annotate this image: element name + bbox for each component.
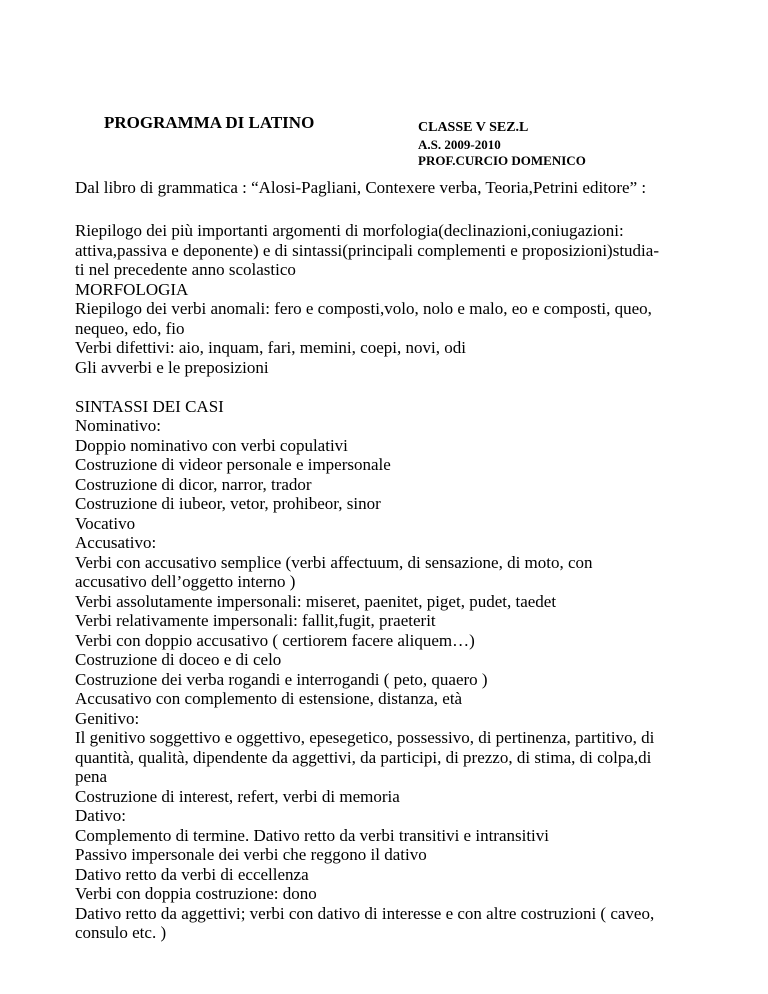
subheading-genitivo: Genitivo: xyxy=(75,708,140,728)
text-line: Dativo retto da verbi di eccellenza xyxy=(75,864,309,884)
subheading-vocativo: Vocativo xyxy=(75,513,136,533)
school-year: A.S. 2009-2010 xyxy=(418,137,501,152)
text-line: attiva,passiva e deponente) e di sintassi(principali complementi e proposizioni)studia- xyxy=(75,240,659,260)
text-line: Costruzione di doceo e di celo xyxy=(75,650,282,669)
text-line: Costruzione di interest, refert, verbi di memoria xyxy=(75,786,400,806)
text-line: Dativo retto da aggettivi; verbi con dativo di interesse e con altre costruzioni ( caveo, xyxy=(75,903,655,923)
text-line: Doppio nominativo con verbi copulativi xyxy=(75,435,348,455)
text-line: Riepilogo dei più importanti argomenti di morfologia(declinazioni,coniugazioni: xyxy=(75,221,624,240)
text-line: Riepilogo dei verbi anomali: fero e composti,volo, nolo e malo, eo e composti, queo, xyxy=(75,299,652,318)
teacher-name: PROF.CURCIO DOMENICO xyxy=(418,153,586,168)
subheading-dativo: Dativo: xyxy=(75,806,126,825)
text-line: consulo etc. ) xyxy=(75,923,167,942)
text-line: Passivo impersonale dei verbi che reggono il dativo xyxy=(75,845,427,864)
text-line: Verbi assolutamente impersonali: miseret, paenitet, piget, pudet, taedet xyxy=(75,591,557,611)
text-line: Verbi con accusativo semplice (verbi affectuum, di sensazione, di moto, con xyxy=(75,552,593,572)
text-line: Costruzione di iubeor, vetor, prohibeor, sinor xyxy=(75,494,381,513)
text-line: Accusativo con complemento di estensione, distanza, età xyxy=(75,689,463,708)
section-heading-morfologia: MORFOLOGIA xyxy=(75,279,189,299)
subheading-nominativo: Nominativo: xyxy=(75,416,161,435)
text-line: ti nel precedente anno scolastico xyxy=(75,260,296,279)
blank-line xyxy=(75,377,715,397)
class-section: CLASSE V SEZ.L xyxy=(418,120,529,135)
text-line: pena xyxy=(75,767,108,786)
text-line: accusativo dell’oggetto interno ) xyxy=(75,572,296,591)
book-reference: Dal libro di grammatica : “Alosi-Pagliani, Contexere verba, Teoria,Petrini editore” : xyxy=(75,178,647,197)
text-line: nequeo, edo, fio xyxy=(75,318,185,338)
program-body xyxy=(75,221,715,943)
text-line: Gli avverbi e le preposizioni xyxy=(75,357,269,377)
text-line: Verbi con doppia costruzione: dono xyxy=(75,884,317,903)
text-line: Verbi relativamente impersonali: fallit,fugit, praeterit xyxy=(75,611,436,630)
page-title: PROGRAMMA DI LATINO xyxy=(104,113,315,132)
text-line: Costruzione di dicor, narror, trador xyxy=(75,474,312,494)
section-heading-sintassi: SINTASSI DEI CASI xyxy=(75,396,224,416)
text-line: quantità, qualità, dipendente da aggettivi, da participi, di prezzo, di stima, di colpa,di xyxy=(75,747,652,767)
text-line: Il genitivo soggettivo e oggettivo, epesegetico, possessivo, di pertinenza, partitivo, di xyxy=(75,728,655,747)
class-info xyxy=(418,119,586,169)
text-line: Costruzione di videor personale e impersonale xyxy=(75,455,391,474)
text-line: Costruzione dei verba rogandi e interrogandi ( peto, quaero ) xyxy=(75,669,488,689)
subheading-accusativo: Accusativo: xyxy=(75,533,157,552)
text-line: Verbi difettivi: aio, inquam, fari, memini, coepi, novi, odi xyxy=(75,338,466,357)
text-line: Verbi con doppio accusativo ( certiorem facere aliquem…) xyxy=(75,630,475,650)
text-line: Complemento di termine. Dativo retto da verbi transitivi e intransitivi xyxy=(75,825,550,845)
